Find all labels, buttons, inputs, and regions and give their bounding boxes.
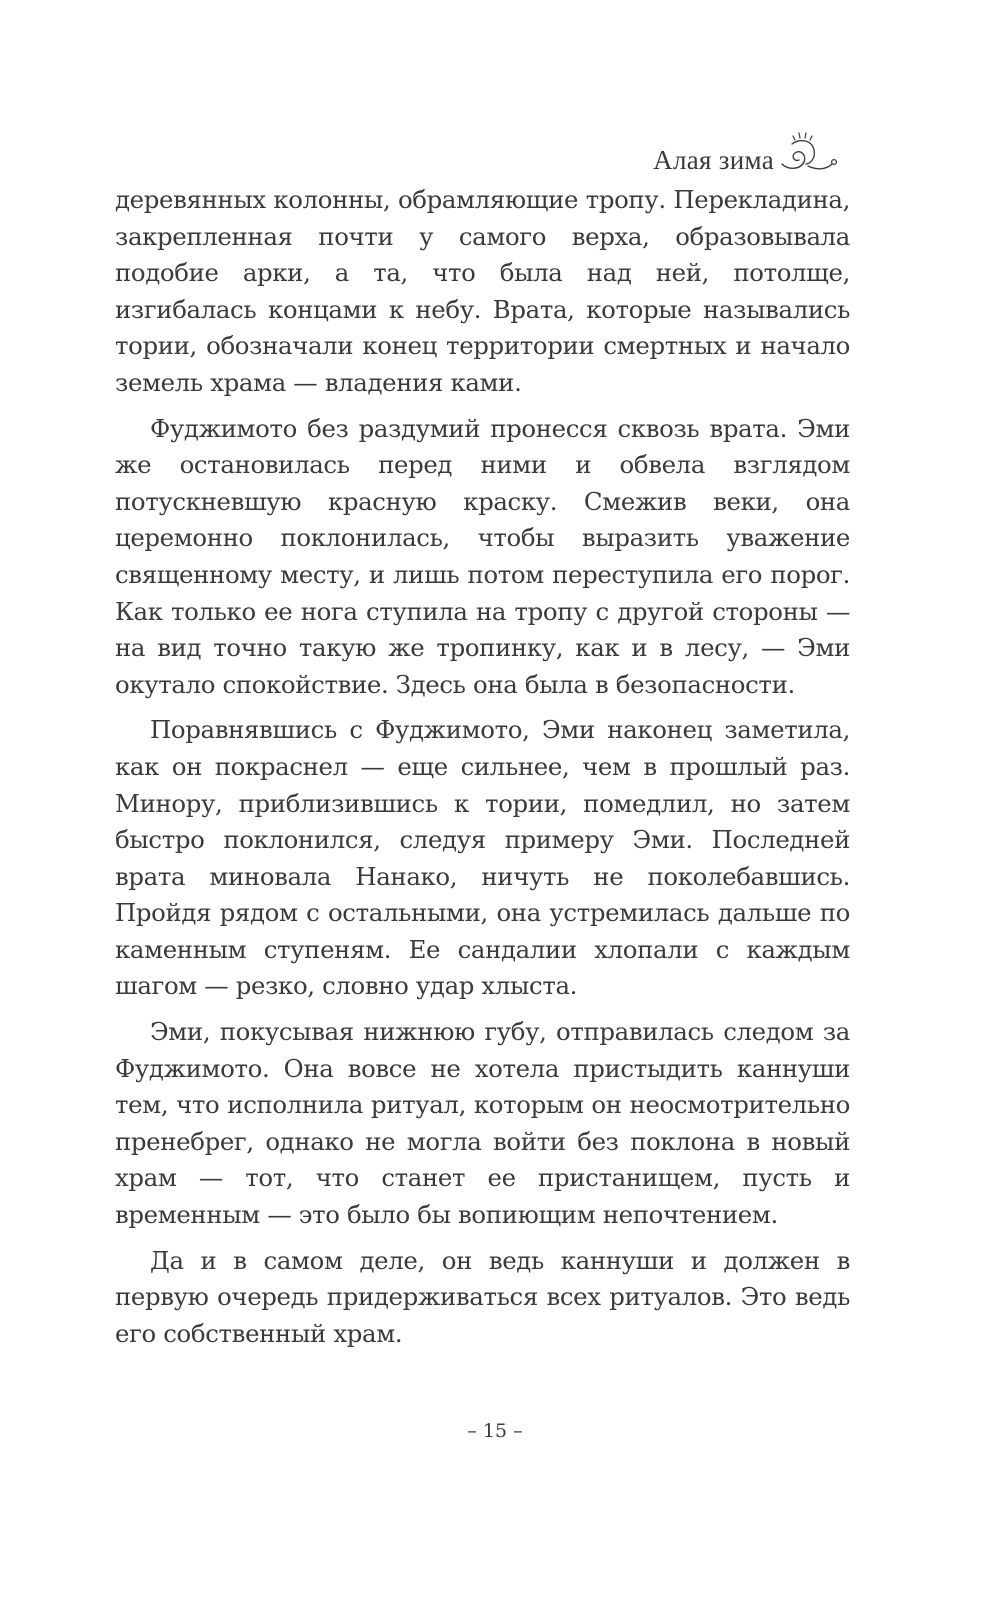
paragraph: Эми, покусывая нижнюю губу, отправилась следом за Фуджимото. Она вовсе не хотела пристыдить каннуши тем, что исполнила ритуал, которым он неосмотрительно пренебрег, однако не могла войти без поклона в новый храм — тот, что станет ее пристанищем, пусть и временным — это было бы вопиющим непочтением. xyxy=(115,1017,850,1230)
swirl-ornament-icon xyxy=(778,130,840,174)
running-header xyxy=(653,130,840,174)
running-title: Алая зима xyxy=(653,145,774,175)
paragraph: деревянных колонны, обрамляющие тропу. Перекладина, закрепленная почти у самого верха, образовывала подобие арки, а та, что была над ней, потолще, изгибалась концами к небу. Врата, которые назывались тории, обозначали конец территории смертных и начало земель храма — владения ками. xyxy=(115,185,850,397)
body-text xyxy=(115,182,850,1361)
paragraph: Фуджимото без раздумий пронесся сквозь врата. Эми же остановилась перед ними и обвела взглядом потускневшую красную краску. Смежив веки, она церемонно поклонилась, чтобы выразить уважение священному месту, и лишь потом переступила его порог. Как только ее нога ступила на тропу с другой стороны — на вид точно такую же тропинку, как и в лесу, — Эми окутало спокойствие. Здесь она была в безопасности. xyxy=(115,413,850,699)
paragraph: Да и в самом деле, он ведь каннуши и должен в первую очередь придерживаться всех ритуалов. Это ведь его собственный храм. xyxy=(115,1245,850,1348)
paragraph: Поравнявшись с Фуджимото, Эми наконец заметила, как он покраснел — еще сильнее, чем в прошлый раз. Минору, приблизившись к тории, помедлил, но затем быстро поклонился, следуя примеру Эми. Последней врата миновала Нанако, ничуть не поколебавшись. Пройдя рядом с остальными, она устремилась дальше по каменным ступеням. Ее сандалии хлопали с каждым шагом — резко, словно удар хлыста. xyxy=(115,715,850,1001)
page-number: – 15 – xyxy=(467,1420,523,1442)
